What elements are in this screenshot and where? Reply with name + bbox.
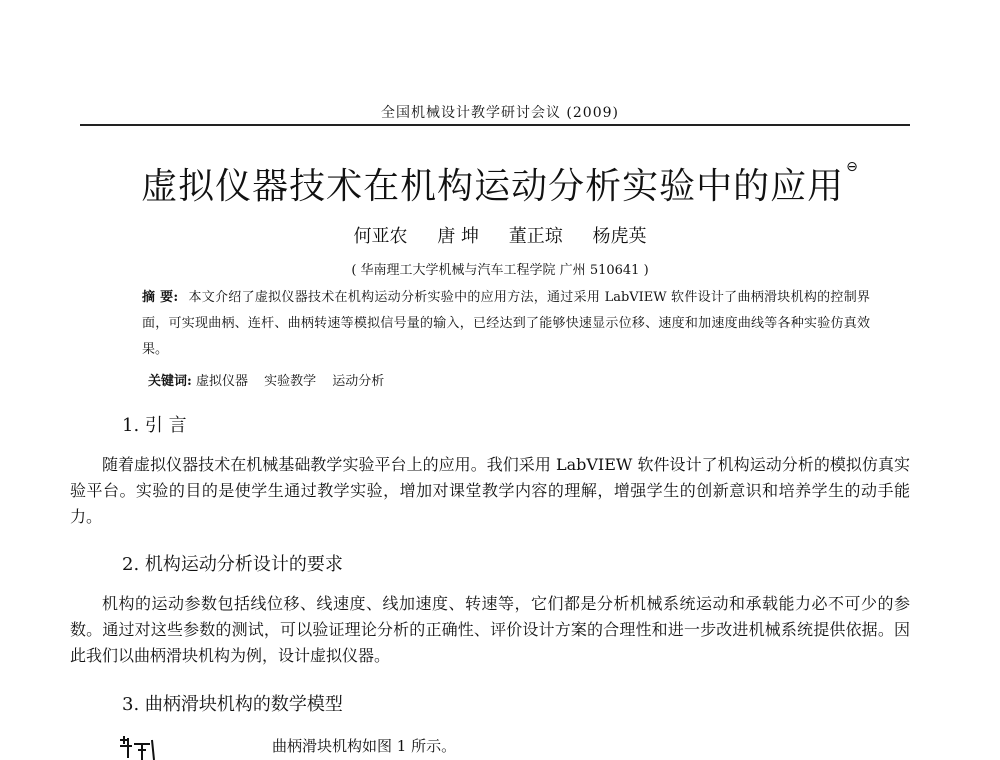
author-list <box>0 222 1000 248</box>
keyword: 虚拟仪器 <box>195 374 248 389</box>
figure-fragment <box>118 734 158 760</box>
keywords <box>148 370 396 389</box>
author-name: 何亚农 <box>353 226 408 247</box>
author-name: 董正琼 <box>508 226 563 247</box>
header-rule <box>80 124 910 126</box>
figure-reference: 曲柄滑块机构如图 1 所示。 <box>272 737 457 755</box>
paper-title <box>0 158 1000 209</box>
author-name: 杨虎英 <box>592 226 647 247</box>
section-heading-requirements: 2. 机构运动分析设计的要求 <box>122 554 343 575</box>
section-paragraph-requirements: 机构的运动参数包括线位移、线速度、线加速度、转速等，它们都是分析机械系统运动和承载能力必不可少的参数。通过对这些参数的测试，可以验证理论分析的正确性、评价设计方案的合理性和进一步改进机械系统提供依据。因此我们以曲柄滑块机构为例，设计虚拟仪器。 <box>70 594 910 665</box>
abstract-text: 本文介绍了虚拟仪器技术在机构运动分析实验中的应用方法，通过采用 LabVIEW 软件设计了曲柄滑块机构的控制界面，可实现曲柄、连杆、曲柄转速等模拟信号量的输入，已经达到了能够快速显示位移、速度和加速度曲线等各种实验仿真效果。 <box>142 290 870 357</box>
affiliation: ( 华南理工大学机械与汽车工程学院 广州 510641 ) <box>351 263 649 278</box>
title-text: 虚拟仪器技术在机构运动分析实验中的应用 <box>141 166 845 207</box>
footnote-mark: ⊖ <box>846 159 859 175</box>
author-name: 唐 坤 <box>437 226 479 247</box>
section-paragraph-intro: 随着虚拟仪器技术在机械基础教学实验平台上的应用。我们采用 LabVIEW 软件设计了机构运动分析的模拟仿真实验平台。实验的目的是使学生通过教学实验，增加对课堂教学内容的理解，增强学生的创新意识和培养学生的动手能力。 <box>70 455 910 526</box>
abstract-label: 摘 要: <box>142 290 179 305</box>
keyword: 实验教学 <box>264 374 317 389</box>
keyword: 运动分析 <box>332 374 385 389</box>
keywords-label: 关键词: <box>148 374 192 389</box>
abstract <box>142 285 870 363</box>
running-header: 全国机械设计教学研讨会议 (2009) <box>380 105 619 121</box>
section-heading-model: 3. 曲柄滑块机构的数学模型 <box>122 694 343 715</box>
section-heading-intro: 1. 引 言 <box>122 415 187 436</box>
